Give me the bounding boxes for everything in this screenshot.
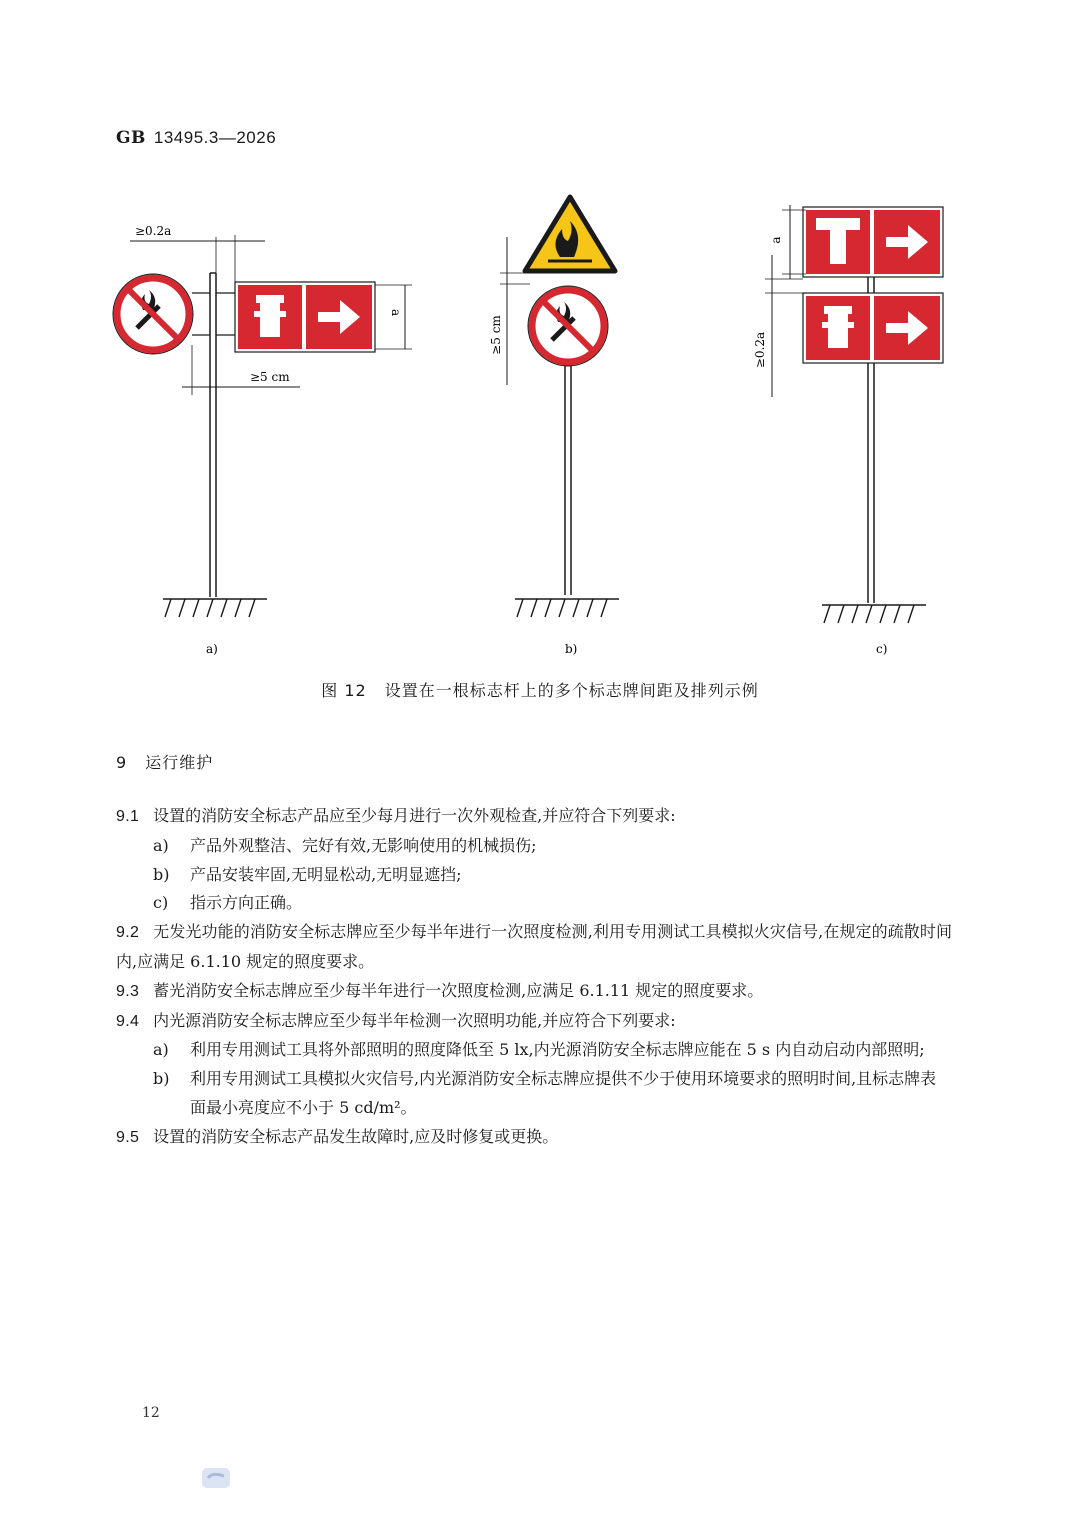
item-text: 产品安装牢固,无明显松动,无明显遮挡;	[190, 864, 462, 884]
figure-caption	[0, 678, 1080, 701]
item-label: c)	[153, 893, 169, 913]
item-text: 指示方向正确。	[190, 893, 303, 913]
item-text: 利用专用测试工具模拟火灾信号,内光源消防安全标志牌应提供不少于使用环境要求的照明时间,且标志牌表面最小亮度应不小于 5 cd/m²。	[190, 1069, 937, 1117]
dim-label-a1: ≥0.2a	[135, 224, 172, 238]
figure-number: 图 12	[321, 681, 367, 700]
section-heading	[116, 750, 213, 773]
item-label: a)	[153, 1040, 169, 1060]
clause-text: 蓄光消防安全标志牌应至少每半年进行一次照度检测,应满足 6.1.11 规定的照度要求。	[153, 980, 764, 1000]
figure-c	[753, 205, 943, 656]
item-label: b)	[153, 1069, 170, 1089]
section-number: 9	[116, 753, 128, 772]
list-item	[116, 1065, 952, 1123]
list-item	[116, 832, 952, 861]
clause-9-2	[116, 918, 952, 977]
clause-text: 内光源消防安全标志牌应至少每半年检测一次照明功能,并应符合下列要求:	[153, 1010, 676, 1030]
list-item	[116, 861, 952, 890]
figure-12	[100, 185, 980, 665]
clause-9-3	[116, 977, 952, 1007]
sub-label-c: c)	[876, 642, 888, 656]
page-number: 12	[142, 1405, 160, 1421]
clause-9-5	[116, 1123, 952, 1153]
sub-label-a: a)	[206, 642, 218, 656]
figure-title: 设置在一根标志杆上的多个标志牌间距及排列示例	[384, 681, 759, 700]
clause-number: 9.1	[116, 808, 140, 825]
list-item	[116, 1036, 952, 1065]
no-open-flame-icon	[113, 274, 193, 354]
clause-text: 设置的消防安全标志产品发生故障时,应及时修复或更换。	[153, 1126, 559, 1146]
section-title: 运行维护	[145, 753, 214, 772]
standard-code	[116, 128, 276, 148]
clause-number: 9.2	[116, 924, 140, 942]
dim-label-a2: a	[389, 309, 403, 317]
dim-label-c2: ≥0.2a	[753, 331, 767, 369]
clause-text: 设置的消防安全标志产品应至少每月进行一次外观检查,并应符合下列要求:	[153, 806, 676, 825]
sub-label-b: b)	[565, 642, 578, 656]
item-text: 利用专用测试工具将外部照明的照度降低至 5 lx,内光源消防安全标志牌应能在 5 s 内自动启动内部照明;	[190, 1040, 925, 1060]
clause-9-4	[116, 1007, 952, 1037]
clause-9-1	[116, 802, 952, 832]
figure-a	[113, 224, 412, 656]
figure-b	[489, 197, 619, 656]
item-label: b)	[153, 864, 170, 884]
clause-number: 9.3	[116, 982, 140, 1000]
clause-number: 9.5	[116, 1128, 140, 1146]
item-label: a)	[153, 835, 169, 855]
dim-label-c1: a	[769, 236, 783, 244]
item-text: 产品外观整洁、完好有效,无影响使用的机械损伤;	[190, 835, 537, 855]
dim-label-a3: ≥5 cm	[250, 370, 290, 384]
section-body	[116, 802, 952, 1153]
list-item	[116, 889, 952, 918]
clause-number: 9.4	[116, 1012, 140, 1030]
standard-prefix: GB	[116, 128, 146, 148]
standard-number: 13495.3—2026	[153, 128, 277, 147]
sac-logo-icon	[200, 1466, 232, 1490]
no-open-flame-icon	[528, 286, 608, 366]
clause-text: 无发光功能的消防安全标志牌应至少每半年进行一次照度检测,利用专用测试工具模拟火灾信号,在规定的疏散时间内,应满足 6.1.10 规定的照度要求。	[116, 922, 952, 971]
dim-label-b: ≥5 cm	[489, 315, 503, 355]
